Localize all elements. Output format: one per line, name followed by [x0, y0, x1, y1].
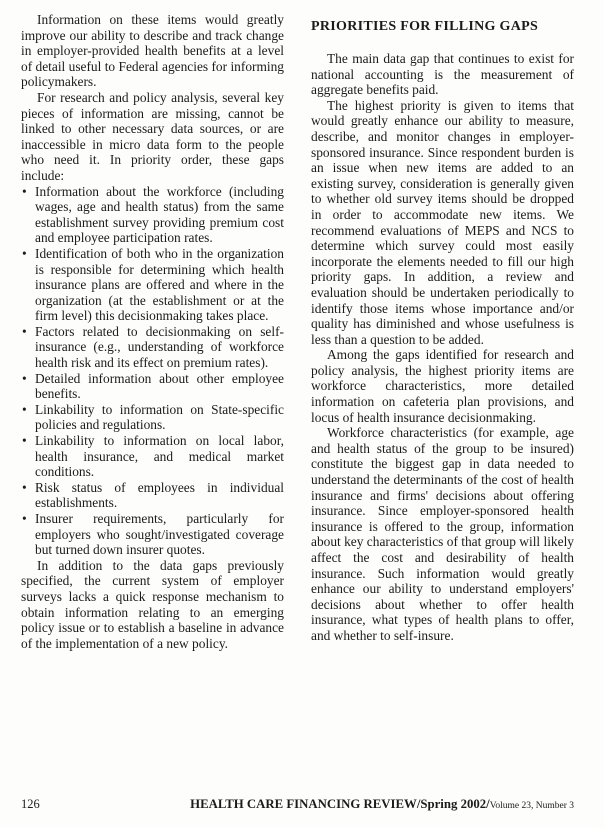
gap-list-item-employee-benefits [21, 371, 284, 402]
journal-volume: Volume 23, Number 3 [489, 801, 574, 811]
bullet-icon: • [22, 433, 27, 449]
gap-list-item-text: Factors related to decisionmaking on self-insurance (e.g., understanding of workforce health risk and its effect on premium rates). [35, 323, 284, 371]
bullet-icon: • [22, 479, 27, 495]
bullet-icon: • [22, 401, 27, 417]
page-number: 126 [21, 797, 40, 811]
gap-list-item-text: Information about the workforce (including wages, age and health status) from the same establishment survey providing premium cost and employee participation rates. [35, 183, 284, 246]
bullet-icon: • [22, 511, 27, 526]
intro-paragraph: Information on these items would greatly improve our ability to describe and track change in employer-provided health benefits at a level of detail useful to Federal agencies for informing policymakers. [21, 12, 284, 90]
gap-list-item-text: Identification of both who in the organization is responsible for determining which health insurance plans are offered and where in the organization (at the establishment or at the firm level) this decisionmaking takes place. [35, 245, 284, 324]
gap-list-item-text: Linkability to information on local labor, health insurance, and medical market conditions. [35, 433, 284, 480]
gaps-intro-paragraph: For research and policy analysis, several key pieces of information are missing, cannot be linked to other necessary data sources, or are inaccessible in micro data form to the people who need it. In priority order, these gaps include: [21, 89, 284, 183]
gap-list-item-state-policies [21, 402, 284, 433]
body-paragraph-research-gaps: Among the gaps identified for research and policy analysis, the highest priority items are workforce characteristics, more detailed information on cafeteria plan provisions, and locus of health insurance decisionmaking. [311, 347, 574, 425]
gap-list-item-text: Linkability to information on State-specific policies and regulations. [35, 401, 284, 433]
gap-list-item-text: Insurer requirements, particularly for employers who sought/investigated coverage but turned down insurer quotes. [35, 511, 284, 558]
bullet-icon: • [22, 323, 27, 339]
body-paragraph-highest-priority: The highest priority is given to items that would greatly enhance our ability to measure, describe, and monitor changes in employer-sponsored insurance. Since respondent burden is an issue when new items are added to an existing survey, consideration is generally given to whether old survey items should be dropped in order to accommodate new items. We recommend evaluations of MEPS and NCS to determine which survey could most easily incorporate the elements needed to fill our high priority gaps. In addition, a review and evaluation should be undertaken periodically to identify those items whose importance and/or quality has diminished and whose usefulness is less than a question to be added. [311, 97, 574, 347]
gap-list [21, 184, 284, 558]
page-footer [21, 797, 574, 812]
gap-list-item-local-market [21, 433, 284, 480]
right-column [311, 12, 574, 644]
section-heading: PRIORITIES FOR FILLING GAPS [311, 19, 539, 34]
journal-title-bold: HEALTH CARE FINANCING REVIEW/Spring 2002/ [190, 797, 490, 811]
gap-list-item-risk-status [21, 480, 284, 511]
gap-list-item-workforce-info [21, 184, 284, 246]
closing-paragraph: In addition to the data gaps previously specified, the current system of employer surveys lacks a quick response mechanism to obtain information relating to an emerging policy issue or to establish a baseline in advance of the implementation of a new policy. [21, 557, 284, 651]
body-paragraph-main-gap: The main data gap that continues to exist for national accounting is the measurement of aggregate benefits paid. [311, 51, 574, 98]
left-column [21, 12, 284, 651]
bullet-icon: • [22, 370, 27, 386]
gap-list-item-self-insurance-factors [21, 324, 284, 371]
gap-list-item-insurer-requirements [21, 511, 284, 558]
body-paragraph-workforce-characteristics: Workforce characteristics (for example, age and health status of the group to be insured) constitute the biggest gap in data needed to understand the determinants of the cost of health insurance and firms' decisions about offering insurance. Since employer-sponsored health insurance is offered to the group, information about key characteristics of that group will likely affect the cost and desirability of health insurance. Such information would greatly enhance our ability to understand employers' decisions about whether to offer health insurance, what types of health plans to offer, and whether to self-insure. [311, 425, 574, 643]
gap-list-item-identification [21, 246, 284, 324]
bullet-icon: • [22, 245, 27, 261]
bullet-icon: • [22, 183, 27, 199]
gap-list-item-text: Detailed information about other employee benefits. [35, 370, 284, 402]
journal-title [190, 797, 574, 812]
gap-list-item-text: Risk status of employees in individual establishments. [35, 479, 284, 511]
